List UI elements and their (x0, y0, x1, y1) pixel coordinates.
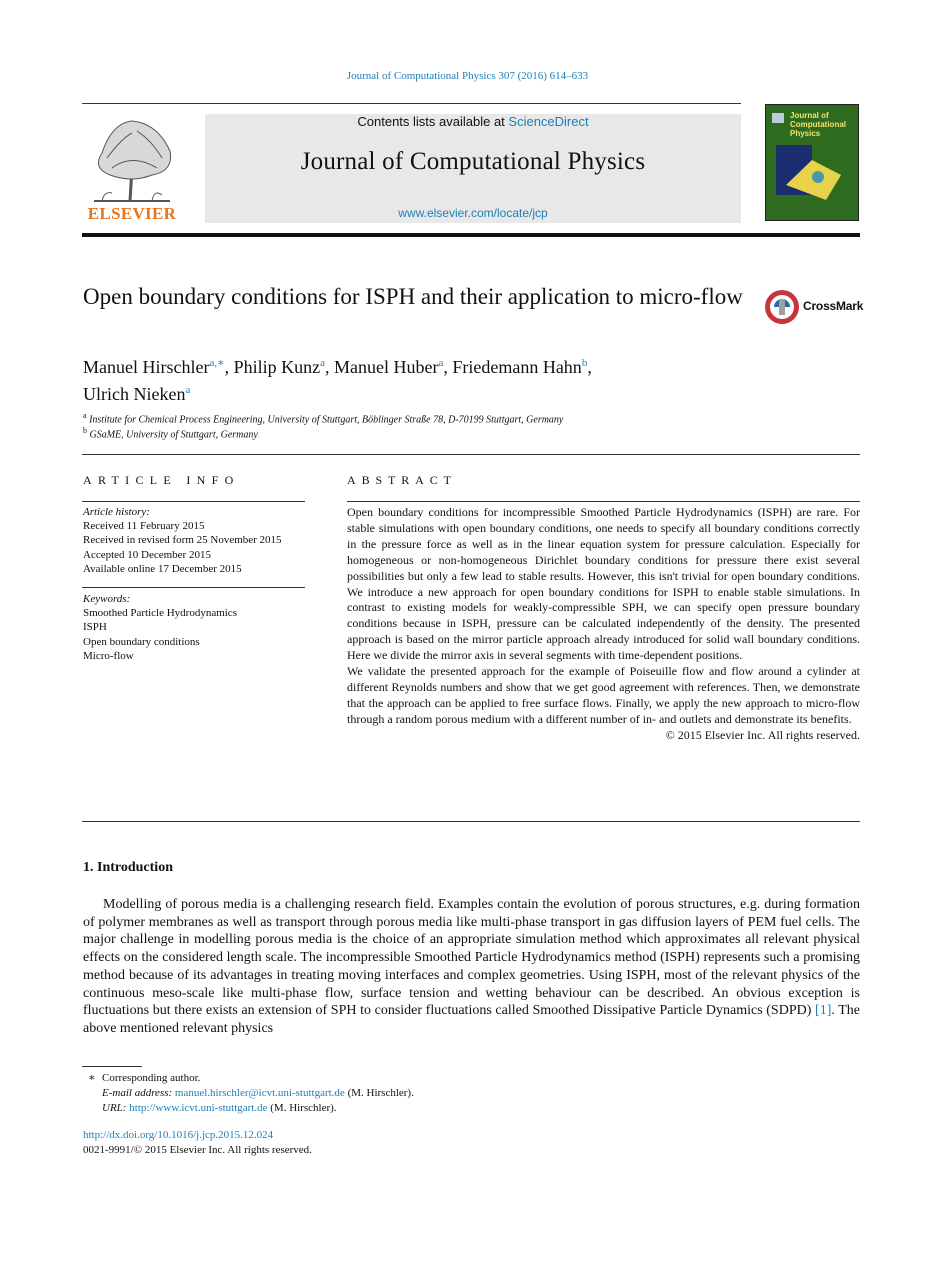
abstract-paragraph: Open boundary conditions for incompressible Smoothed Particle Hydrodynamics (ISPH) are rare. For stable simulations with open boundary conditions, one needs to specify all boundary conditions correctly in the pressure force as well as in the linear equation system for pressure calculation. Especially for homogeneous or non-homogeneous Dirichlet boundary conditions for pressure there exist several possibilities but only a few lead to stable results. However, this isn't trivial for open boundary conditions. We introduce a new approach for open boundary conditions for ISPH to enable stable simulations. In contrast to existing models for weakly-compressible SPH, we can specify open pressure boundary conditions because in ISPH, pressure can be calculated independently of the density. The presented approach is based on the mirror particle approach already introduced for solid wall boundary conditions. Here we divide the mirror axis in several segments with time-dependent positions. (347, 505, 860, 663)
history-item: Received 11 February 2015 (83, 520, 205, 533)
abstract-rule (347, 501, 860, 502)
keywords-label: Keywords: (83, 593, 131, 605)
author[interactable]: Manuel Hirschler (83, 357, 210, 377)
footnote-email: E-mail address: manuel.hirschler@icvt.uni-stuttgart.de (M. Hirschler). (102, 1087, 414, 1099)
article-info-rule (82, 501, 305, 502)
article-info-heading: ARTICLE INFO (83, 473, 240, 487)
history-label: Article history: (83, 506, 150, 518)
keyword: Micro-flow (83, 649, 134, 662)
contents-line: Contents lists available at ScienceDirect (357, 114, 589, 129)
keywords (83, 592, 313, 663)
history-item: Available online 17 December 2015 (83, 562, 242, 575)
footnote-url: URL: http://www.icvt.uni-stuttgart.de (M. Hirschler). (102, 1102, 337, 1114)
abstract-body (347, 505, 860, 744)
article-info-rule (82, 587, 305, 588)
sciencedirect-link[interactable]: ScienceDirect (508, 114, 589, 129)
keyword: ISPH (83, 621, 107, 634)
abstract-heading: ABSTRACT (347, 473, 457, 487)
header-rule (82, 103, 741, 104)
author-affil-marker[interactable]: b (581, 357, 588, 369)
paper-title: Open boundary conditions for ISPH and their application to micro-flow (83, 284, 743, 309)
journal-name: Journal of Computational Physics (300, 148, 646, 175)
doi-link[interactable]: http://dx.doi.org/10.1016/j.jcp.2015.12.024 (83, 1129, 274, 1141)
section-heading-introduction: 1. Introduction (83, 860, 173, 875)
abstract-copyright: © 2015 Elsevier Inc. All rights reserved. (665, 727, 860, 742)
history-item: Received in revised form 25 November 2015 (83, 534, 282, 547)
section-rule (82, 454, 860, 455)
article-history (83, 505, 313, 576)
author[interactable]: Ulrich Nieken (83, 384, 186, 404)
keyword: Open boundary conditions (83, 635, 200, 648)
footnote-rule (82, 1066, 142, 1067)
footnote-corresponding: ∗ Corresponding author. (88, 1072, 201, 1084)
keyword: Smoothed Particle Hydrodynamics (83, 607, 237, 620)
journal-reference[interactable]: Journal of Computational Physics 307 (2016) 614–633 (346, 70, 589, 82)
abstract-paragraph: We validate the presented approach for the example of Poiseuille flow and flow around a cylinder at different Reynolds numbers and show that we get good agreement with references. Then, we demonstrate that the approach can be applied to free surface flows. Finally, we apply the new approach to micro-flow through a random porous medium with a different number of in- and outlets and demonstrate its benefits. (347, 664, 860, 726)
introduction-paragraph: Modelling of porous media is a challenging research field. Examples contain the evolution of porous structures, e.g. during formation of polymer membranes as well as transport through porous media like multi-phase transport in gas diffusion layers of PEM fuel cells. The major challenge in modelling porous media is the choice of an appropriate simulation method which approximates all relevant physical effects on the considered length scale. The incompressible Smoothed Particle Hydrodynamics method (ISPH) represents such a promising method because of its advantages in treating moving interfaces and complex geometries. Using ISPH, most of the relevant physics of the continuous meso-scale like multi-phase flow, surface tension and wetting behaviour can be described. An obvious exception is fluctuations but there exists an extension of SPH to consider fluctuations called Smoothed Dissipative Particle Dynamics (SDPD) [1]. The above mentioned relevant physics (83, 897, 861, 1036)
author-affil-marker[interactable]: a (185, 384, 191, 396)
author-affil-marker[interactable]: a (320, 357, 325, 369)
crossmark-label[interactable]: CrossMark (803, 299, 864, 313)
issn-copyright: 0021-9991/© 2015 Elsevier Inc. All rights reserved. (83, 1144, 312, 1156)
history-item: Accepted 10 December 2015 (83, 548, 211, 561)
author-list: Manuel Hirschler$^{a,∗}$, Philip Kunz$^a$, Manuel Huber$^a$, Friedemann Hahn$^b$, Ulrich Nieken$^a$ (83, 357, 592, 404)
header-thick-rule (82, 233, 860, 237)
author[interactable]: Friedemann Hahn (452, 357, 582, 377)
affiliation: $^b$ GSaME, University of Stuttgart, Germany (83, 426, 258, 441)
affiliation: $^a$ Institute for Chemical Process Engineering, University of Stuttgart, Böblinger Straße 78, D-70199 Stuttgart, Germany (83, 411, 564, 426)
elsevier-wordmark: ELSEVIER (87, 204, 177, 223)
homepage-link[interactable]: http://www.icvt.uni-stuttgart.de (129, 1102, 268, 1114)
email-link[interactable]: manuel.hirschler@icvt.uni-stuttgart.de (174, 1087, 345, 1099)
cover-title: Journal of Computational Physics (790, 111, 846, 138)
author[interactable]: Manuel Huber (333, 357, 439, 377)
author[interactable]: Philip Kunz (233, 357, 321, 377)
crossmark-icon[interactable] (764, 289, 800, 325)
journal-url-link[interactable]: www.elsevier.com/locate/jcp (398, 206, 548, 220)
citation-link[interactable]: [1] (815, 1003, 832, 1019)
author-affil-marker[interactable]: a,∗ (209, 357, 225, 369)
section-rule (82, 821, 860, 822)
author-affil-marker[interactable]: a (438, 357, 444, 369)
footnotes (88, 1071, 588, 1116)
